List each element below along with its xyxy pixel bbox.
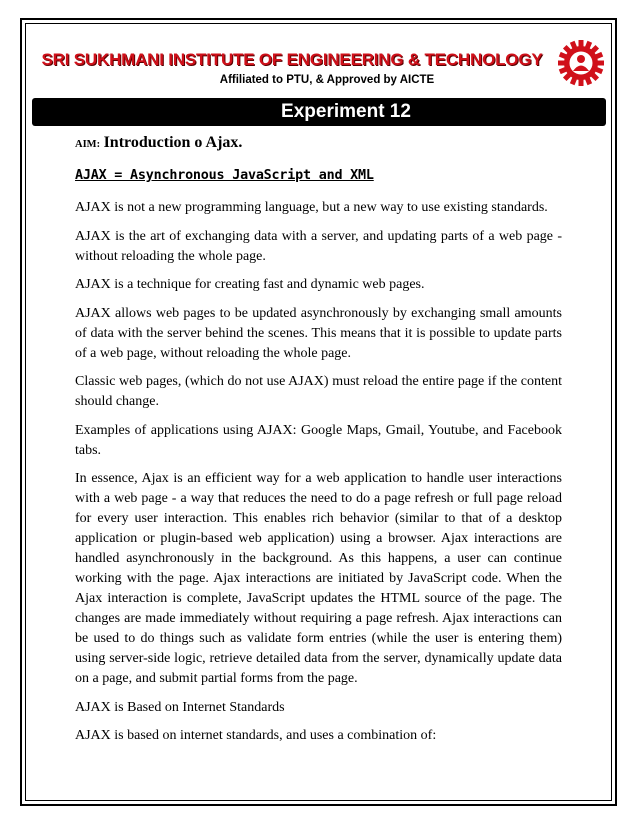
aim-line (75, 133, 562, 155)
institute-affiliation: Affiliated to PTU, & Approved by AICTE (219, 74, 435, 86)
experiment-title: Experiment 12 (281, 101, 411, 122)
aim-text: Introduction o Ajax. (103, 134, 243, 151)
paragraph-6: Examples of applications using AJAX: Google Maps, Gmail, Youtube, and Facebook tabs. (75, 422, 562, 458)
document-body (75, 133, 562, 755)
experiment-title-bar (32, 98, 606, 126)
paragraph-4: AJAX allows web pages to be updated asynchronously by exchanging small amounts of data with the server behind the scenes. This means that it is possible to update parts of a web page, without reloading the whole page. (75, 305, 562, 361)
paragraph-5: Classic web pages, (which do not use AJAX) must reload the entire page if the content should change. (75, 374, 562, 409)
paragraph-1: AJAX is not a new programming language, but a new way to use existing standards. (75, 200, 548, 215)
institute-emblem-icon (556, 38, 606, 88)
ajax-definition: AJAX = Asynchronous JavaScript and XML (75, 168, 374, 183)
paragraph-9: AJAX is based on internet standards, and uses a combination of: (75, 728, 437, 743)
aim-label: AIM: (75, 139, 101, 150)
paragraph-2: AJAX is the art of exchanging data with a server, and updating parts of a web page - without reloading the whole page. (75, 228, 562, 264)
paragraph-8: AJAX is Based on Internet Standards (75, 699, 285, 715)
paragraph-7: In essence, Ajax is an efficient way for a web application to handle user interactions with a web page - a way that reduces the need to do a page refresh or full page reload for every user interaction. This enables rich behavior (similar to that of a desktop application or plugin-based web application) using a browser. Ajax interactions are handled asynchronously in the background. As this happens, a user can continue working with the page. Ajax interactions are initiated by JavaScript code. When the Ajax interaction is complete, JavaScript updates the HTML source of the page. The changes are made immediately without requiring a page refresh. Ajax interactions can be used to do things such as validate form entries (while the user is entering them) using server-side logic, retrieve detailed data from the server, dynamically update data on a page, and submit partial forms from the page. (75, 471, 562, 686)
paragraph-3: AJAX is a technique for creating fast and dynamic web pages. (75, 277, 425, 292)
institute-name: SRI SUKHMANI INSTITUTE OF ENGINEERING & TECHNOLOGY (41, 50, 543, 69)
